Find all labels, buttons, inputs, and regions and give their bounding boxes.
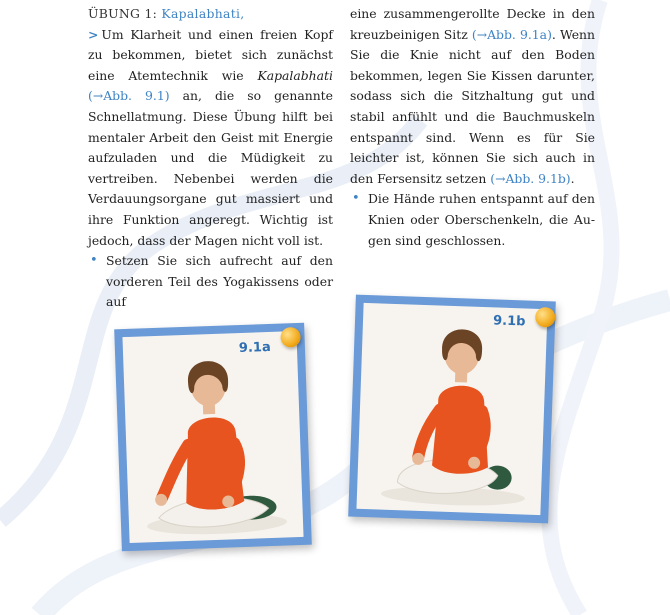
figure-9-1b [348, 295, 556, 524]
bullet1-text-b: . Wenn Sie die Knie nicht auf den Boden bekommen, legen Sie Kissen darunter, sodass sich die Sitzhaltung gut und stabil anfühlt und die Bauchmuskeln entspannt sind. Wenn es für Sie leichter ist, können Sie sich auch in den Fersensitz setzen [350, 26, 595, 186]
intro-emphasis: Kapalabhati [257, 67, 333, 83]
list-item [350, 189, 595, 251]
bullet1-text-start: Setzen Sie sich aufrecht auf den vorderen Teil des Yogakissens oder auf [106, 253, 333, 310]
exercise-label: ÜBUNG 1: [88, 6, 158, 21]
list-item [88, 251, 333, 313]
bullet1-text-c: . [570, 170, 575, 186]
figure-reference-9-1[interactable]: (→Abb. 9.1) [88, 88, 170, 104]
left-column [88, 4, 333, 313]
woman-heel-seat-illustration [356, 303, 547, 515]
instruction-list [88, 251, 333, 313]
exercise-name: Kapalabhati, [161, 6, 245, 21]
bullet1-text-a: eine zusammengerollte Decke in den kreuzbeinigen Sitz [350, 6, 595, 42]
bullet1-continuation [350, 4, 595, 189]
figure-9-1a [114, 323, 312, 551]
intro-text-1: Um Klarheit und einen freien Kopf zu bekommen, bietet sich zunächst eine Atemtechnik wie [88, 26, 333, 83]
photo-heel-seat [356, 303, 547, 515]
figure-label-9-1b: 9.1b [492, 313, 526, 330]
push-pin-icon [535, 307, 556, 328]
exercise-title [88, 4, 333, 25]
intro-paragraph [88, 25, 333, 252]
figure-reference-9-1a[interactable]: (→Abb. 9.1a) [471, 26, 552, 42]
photo-cross-legged [122, 331, 303, 543]
chevron-right-icon: > [88, 26, 99, 42]
bullet2-text: Die Hände ruhen entspannt auf den Knien oder Oberschenkeln, die Augen sind geschlossen. [368, 191, 595, 248]
figure-reference-9-1b[interactable]: (→Abb. 9.1b) [490, 170, 571, 186]
push-pin-icon [280, 327, 301, 348]
figure-label-9-1a: 9.1a [238, 339, 271, 357]
instruction-list-continued [350, 189, 595, 251]
right-column [350, 4, 595, 251]
intro-text-2: an, die so genannte Schnellatmung. Diese Übung hilft bei mentaler Arbeit den Geist mit Energie aufzuladen und die Müdigkeit zu vertreiben. Nebenbei werden die Verdauungsorgane gut massiert und ihre Funktion angeregt. Wichtig ist jedoch, dass der Magen nicht voll ist. [88, 88, 333, 248]
woman-cross-legged-illustration [122, 331, 303, 543]
